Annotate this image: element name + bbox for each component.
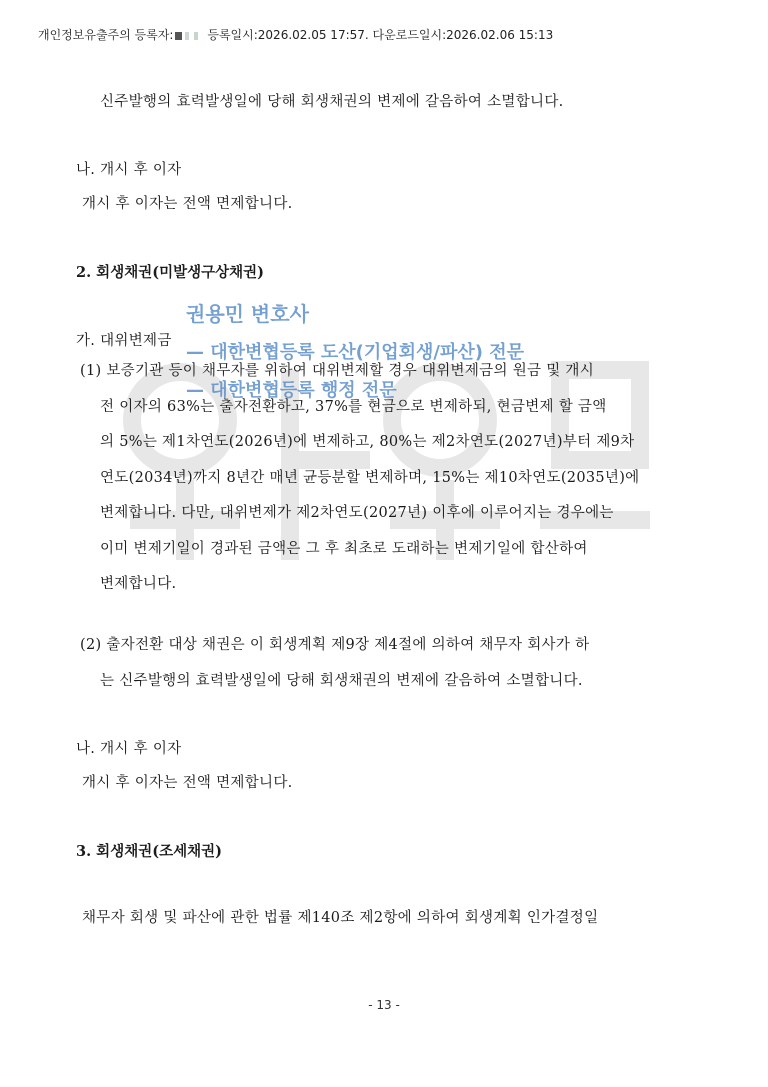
registered-datetime: 등록일시:2026.02.05 17:57. (207, 28, 369, 42)
body-line: 신주발행의 효력발생일에 당해 회생채권의 변제에 갈음하여 소멸합니다. (100, 94, 564, 110)
body-line: 개시 후 이자는 전액 면제합니다. (82, 775, 293, 791)
body-line: 개시 후 이자는 전액 면제합니다. (82, 196, 293, 212)
subsection-heading: 나. 개시 후 이자 (76, 741, 182, 757)
paragraph-line: 변제합니다. (100, 576, 177, 592)
page-number: - 13 - (368, 998, 400, 1012)
download-datetime: 다운로드일시:2026.02.06 15:13 (372, 28, 554, 42)
section-heading: 2. 회생채권(미발생구상채권) (76, 264, 264, 281)
masked-registrant-name (175, 32, 201, 40)
paragraph-line: 변제합니다. 다만, 대위변제가 제2차연도(2027년) 이후에 이루어지는 경우에는 (100, 505, 614, 521)
paragraph-line: (2) 출자전환 대상 채권은 이 회생계획 제9장 제4절에 의하여 채무자 회사가 하 (80, 637, 590, 653)
paragraph-line: 연도(2034년)까지 8년간 매년 균등분할 변제하며, 15%는 제10차연도(2035년)에 (100, 469, 640, 486)
watermark-line-2: — 대한변협등록 행정 전문 (186, 380, 397, 401)
paragraph-line: 이미 변제기일이 경과된 금액은 그 후 최초로 도래하는 변제기일에 합산하여 (100, 540, 588, 557)
watermark-name: 권용민 변호사 (186, 302, 309, 326)
subsection-heading: 가. 대위변제금 (76, 333, 172, 349)
body-line: 채무자 회생 및 파산에 관한 법률 제140조 제2항에 의하여 회생계획 인가결정일 (82, 910, 599, 926)
section-heading: 3. 회생채권(조세채권) (76, 843, 222, 860)
subsection-heading: 나. 개시 후 이자 (76, 162, 182, 178)
paragraph-line: (1) 보증기관 등이 채무자를 위하여 대위변제할 경우 대위변제금의 원금 및 개시 (80, 363, 595, 379)
paragraph-2 (80, 628, 589, 699)
registrant-label: 개인정보유출주의 등록자: (38, 28, 174, 42)
paragraph-line: 는 신주발행의 효력발생일에 당해 회생채권의 변제에 갈음하여 소멸합니다. (100, 672, 583, 689)
paragraph-line: 의 5%는 제1차연도(2026년)에 변제하고, 80%는 제2차연도(2027년)부터 제9차 (100, 434, 635, 450)
download-header (38, 26, 553, 43)
watermark-line-1: — 대한변협등록 도산(기업회생/파산) 전문 (186, 342, 525, 363)
paragraph-line: 전 이자의 63%는 출자전환하고, 37%를 현금으로 변제하되, 현금변제 할 금액 (100, 398, 607, 415)
